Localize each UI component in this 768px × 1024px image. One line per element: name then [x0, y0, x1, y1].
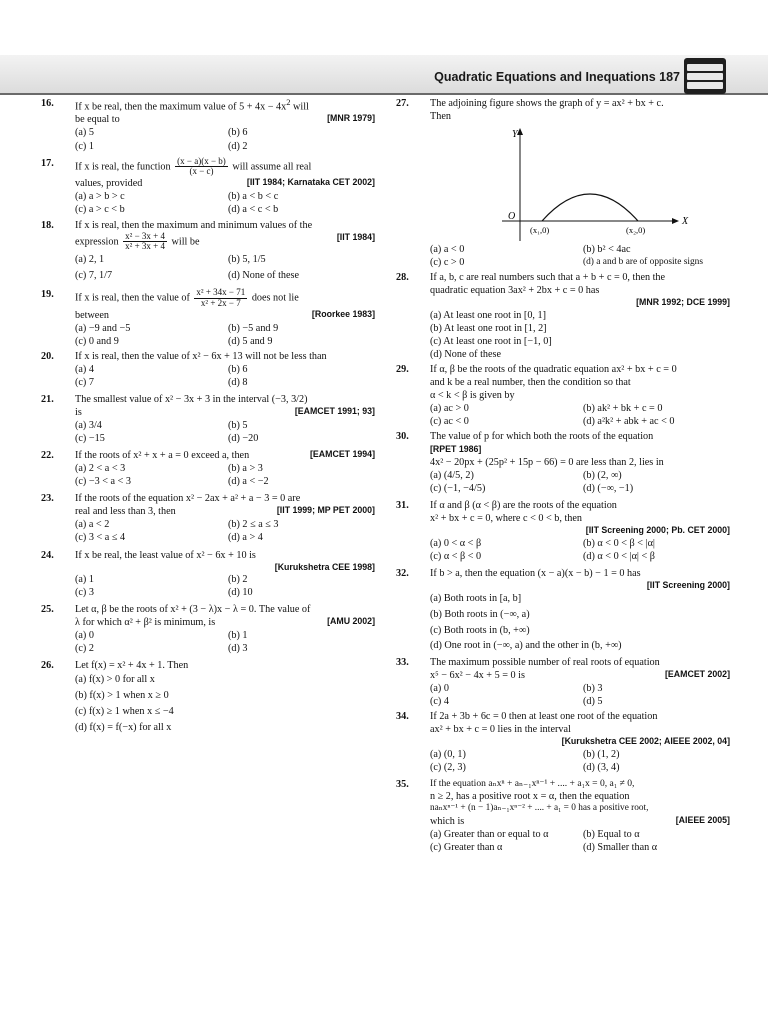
question-text-line: n ≥ 2, has a positive root x = α, then the equation: [430, 791, 630, 803]
question-text-line: x² + bx + c = 0, where c < 0 < b, then: [430, 513, 583, 525]
page-title: Quadratic Equations and Inequations 187: [434, 70, 680, 84]
question-22: [41, 449, 375, 488]
left-column: [41, 97, 375, 737]
option-b[interactable]: (b) b² < 4ac: [583, 244, 631, 256]
options: [75, 573, 375, 599]
question-30: [396, 430, 730, 495]
option-d[interactable]: (d) None of these: [430, 348, 502, 360]
option-a[interactable]: (a) 2, 1: [75, 254, 105, 266]
question-number: 26.: [41, 660, 54, 672]
option-b[interactable]: (b) 2: [228, 573, 248, 585]
option-c[interactable]: (c) 3: [75, 586, 94, 598]
x-axis-arrow: [672, 218, 679, 224]
origin-label: O: [508, 211, 516, 223]
parabola-curve: [542, 194, 638, 221]
option-d[interactable]: (d) One root in (−∞, a) and the other in (b, +∞): [430, 640, 622, 652]
source-tag: [Kurukshetra CEE 2002; AIEEE 2002, 04]: [561, 736, 730, 747]
option-d[interactable]: (d) (3, 4): [583, 761, 620, 773]
option-b[interactable]: (b) 6: [228, 363, 248, 375]
question-text: The value of p for which both the roots of the equation: [430, 430, 654, 442]
logo-line: [687, 82, 723, 89]
question-text: If x be real, the least value of x² − 6x + 10 is: [75, 549, 256, 561]
option-b[interactable]: (b) a < b < c: [228, 191, 279, 203]
question-text-line: real and less than 3, then [IIT 1999; MP PET 2000]: [75, 505, 375, 518]
option-c[interactable]: (c) 1: [75, 140, 94, 152]
source-tag: [EAMCET 2002]: [664, 669, 730, 680]
question-number: 20.: [41, 350, 54, 362]
options: [75, 190, 375, 216]
question-text-line: and k be a real number, then the condition so that: [430, 376, 631, 388]
option-b[interactable]: (b) (2, ∞): [583, 470, 622, 482]
question-number: 19.: [41, 288, 54, 300]
question-text-line: λ for which α² + β² is minimum, is [AMU 2002]: [75, 615, 375, 628]
options: [75, 322, 375, 348]
option-d[interactable]: (d) −20: [228, 433, 259, 445]
question-text: If x is real, then the value of x² − 6x + 13 will not be less than: [75, 350, 327, 362]
question-text: If the equation aₙxⁿ + aₙ₋₁xⁿ⁻¹ + .... + a₁x = 0, a₁ ≠ 0,: [430, 777, 635, 789]
root-1-label: (x₁,0): [530, 225, 550, 236]
option-d[interactable]: (d) 8: [228, 376, 248, 388]
options: [75, 419, 375, 445]
parabola-graph: [462, 125, 702, 243]
option-b[interactable]: (b) 5, 1/5: [228, 254, 266, 266]
option-b[interactable]: (b) α < 0 < β < |α|: [583, 537, 655, 549]
option-d[interactable]: (d) f(x) = f(−x) for all x: [75, 721, 172, 733]
question-text-line: values, provided [IIT 1984; Karnataka CET 2002]: [75, 177, 375, 190]
option-d[interactable]: (d) 2: [228, 140, 248, 152]
question-27: [396, 97, 730, 269]
option-c[interactable]: (c) f(x) ≥ 1 when x ≤ −4: [75, 705, 174, 717]
question-number: 25.: [41, 603, 54, 615]
question-text: If x is real, then the value of $\frac{\text{x² + 34x − 71}}{\text{x² + 2x − 7}}$ does not lie: [75, 286, 299, 308]
options: [430, 682, 730, 708]
option-c[interactable]: (c) (2, 3): [430, 761, 466, 773]
question-text: If the roots of the equation x² − 2ax + a² + a − 3 = 0 are: [75, 493, 301, 505]
publisher-logo: [684, 58, 726, 94]
question-number: 23.: [41, 493, 54, 505]
option-b[interactable]: (b) ak² + bk + c = 0: [583, 402, 663, 414]
option-c[interactable]: (c) 0 and 9: [75, 335, 119, 347]
option-d[interactable]: (d) a < −2: [228, 476, 269, 488]
question-text: If a, b, c are real numbers such that a + b + c = 0, then the: [430, 272, 666, 284]
option-d[interactable]: (d) None of these: [228, 270, 300, 282]
question-text: If x be real, then the maximum value of $5 + 4x - 4x^2$ will: [75, 97, 309, 113]
question-number: 29.: [396, 363, 409, 375]
option-b[interactable]: (b) f(x) > 1 when x ≥ 0: [75, 689, 169, 701]
question-number: 34.: [396, 711, 409, 723]
option-b[interactable]: (b) Equal to α: [583, 829, 640, 841]
option-d[interactable]: (d) 5: [583, 696, 603, 708]
question-text: If x is real, then the maximum and minimum values of the: [75, 219, 313, 231]
options: [75, 252, 375, 284]
option-c[interactable]: (c) −15: [75, 433, 105, 445]
source-tag: [RPET 1986]: [430, 444, 482, 454]
options: [75, 363, 375, 389]
option-b[interactable]: (b) 3: [583, 683, 603, 695]
source-tag: [MNR 1992; DCE 1999]: [636, 297, 730, 308]
option-d[interactable]: (d) 3: [228, 643, 248, 655]
option-b[interactable]: (b) At least one root in [1, 2]: [430, 322, 547, 334]
option-a[interactable]: (a) 0: [75, 630, 94, 642]
option-c[interactable]: (c) 7: [75, 376, 94, 388]
option-d[interactable]: (d) 5 and 9: [228, 335, 273, 347]
question-19: [41, 288, 375, 348]
question-32: [396, 567, 730, 655]
question-34: [396, 710, 730, 773]
option-a[interactable]: (a) Greater than or equal to α: [430, 829, 549, 841]
option-c[interactable]: (c) 3 < a ≤ 4: [75, 532, 126, 544]
source-tag: [AMU 2002]: [327, 615, 375, 626]
question-33: [396, 656, 730, 708]
option-b[interactable]: (b) 2 ≤ a ≤ 3: [228, 519, 279, 531]
option-b[interactable]: (b) 5: [228, 420, 248, 432]
question-number: 35.: [396, 778, 409, 790]
question-20: [41, 350, 375, 389]
question-text: If α and β (α < β) are the roots of the equation: [430, 500, 617, 512]
question-text-line: which is [AIEEE 2005]: [430, 815, 730, 827]
right-column: [396, 97, 730, 856]
option-b[interactable]: (b) (1, 2): [583, 748, 620, 760]
option-c[interactable]: (c) 2: [75, 643, 94, 655]
option-a[interactable]: (a) 5: [75, 127, 94, 139]
option-d[interactable]: (d) Smaller than α: [583, 842, 658, 854]
option-c[interactable]: (c) Greater than α: [430, 842, 503, 854]
source-tag: [MNR 1979]: [327, 113, 375, 124]
question-35: [396, 778, 730, 854]
question-25: [41, 603, 375, 655]
options: [430, 469, 730, 495]
question-text: If α, β be the roots of the quadratic equation ax² + bx + c = 0: [430, 363, 677, 375]
question-number: 27.: [396, 98, 409, 109]
question-text: If x is real, the function $\frac{(x - a)(x - b)}{(x - c)}$ will assume all real: [75, 155, 312, 177]
options: [75, 462, 375, 488]
question-text-line: between [Roorkee 1983]: [75, 308, 375, 321]
source-tag: [IIT 1984]: [336, 231, 375, 242]
question-text-line: x⁵ − 6x² − 4x + 5 = 0 is [EAMCET 2002]: [430, 669, 730, 682]
options: [430, 748, 730, 774]
option-d[interactable]: (d) 10: [228, 586, 253, 598]
question-number: 16.: [41, 98, 54, 109]
option-c[interactable]: (c) Both roots in (b, +∞): [430, 624, 530, 636]
question-text-line: α < k < β is given by: [430, 389, 515, 401]
source-tag: [IIT 1999; MP PET 2000]: [276, 505, 375, 516]
option-d[interactable]: (d) a²k² + abk + ac < 0: [583, 415, 675, 427]
option-a[interactable]: (a) At least one root in [0, 1]: [430, 309, 546, 321]
option-b[interactable]: (b) a > 3: [228, 463, 263, 475]
question-number: 28.: [396, 272, 409, 284]
y-axis-label: Y: [512, 129, 518, 141]
option-a[interactable]: (a) 0: [430, 683, 449, 695]
options: [430, 591, 730, 654]
question-17: [41, 157, 375, 217]
x-axis-label: X: [682, 216, 689, 228]
source-tag: [EAMCET 1994]: [309, 449, 375, 460]
question-18: [41, 219, 375, 284]
logo-line: [687, 73, 723, 80]
question-text-line: ax² + bx + c = 0 lies in the interval: [430, 724, 571, 736]
options: [430, 402, 730, 428]
option-d[interactable]: (d) a and b are of opposite signs: [583, 257, 704, 268]
option-c[interactable]: (c) (−1, −4/5): [430, 483, 486, 495]
option-d[interactable]: (d) α < 0 < |α| < β: [583, 550, 655, 562]
question-text: The maximum possible number of real roots of equation: [430, 657, 660, 669]
question-text: The smallest value of x² − 3x + 3 in the interval (−3, 3/2): [75, 394, 308, 406]
question-16: [41, 97, 375, 153]
logo-line: [687, 64, 723, 71]
option-a[interactable]: (a) a < 0: [430, 244, 465, 256]
option-d[interactable]: (d) a > 4: [228, 532, 263, 544]
source-tag: [IIT 1984; Karnataka CET 2002]: [246, 177, 375, 188]
fraction: $\frac{(x - a)(x - b)}{(x - c)}$: [177, 155, 226, 177]
question-number: 21.: [41, 394, 54, 406]
question-number: 24.: [41, 549, 54, 561]
options: [75, 126, 375, 152]
question-text: If b > a, then the equation (x − a)(x − b) − 1 = 0 has: [430, 567, 641, 579]
source-tag: [AIEEE 2005]: [675, 815, 730, 825]
question-number: 33.: [396, 657, 409, 669]
question-number: 22.: [41, 450, 54, 462]
question-text-line: Then: [430, 111, 451, 123]
option-a[interactable]: (a) 3/4: [75, 420, 102, 432]
question-24: [41, 549, 375, 599]
option-c[interactable]: (c) 4: [430, 696, 449, 708]
option-b[interactable]: (b) 1: [228, 630, 248, 642]
question-text: Let f(x) = x² + 4x + 1. Then: [75, 660, 189, 672]
option-a[interactable]: (a) −9 and −5: [75, 322, 131, 334]
question-text: The adjoining figure shows the graph of y = ax² + bx + c.: [430, 98, 664, 109]
question-number: 18.: [41, 219, 54, 231]
option-a[interactable]: (a) 0 < α < β: [430, 537, 482, 549]
option-a[interactable]: (a) Both roots in [a, b]: [430, 592, 522, 604]
option-b[interactable]: (b) Both roots in (−∞, a): [430, 608, 530, 620]
option-c[interactable]: (c) c > 0: [430, 257, 465, 269]
option-c[interactable]: (c) α < β < 0: [430, 550, 482, 562]
question-number: 30.: [396, 430, 409, 442]
options: [75, 672, 375, 735]
option-a[interactable]: (a) 2 < a < 3: [75, 463, 126, 475]
question-text-line: be equal to [MNR 1979]: [75, 113, 375, 126]
question-23: [41, 492, 375, 544]
options: [430, 309, 730, 361]
question-text-line: 4x² − 20px + (25p² + 15p − 66) = 0 are less than 2, lies in: [430, 457, 664, 469]
question-21: [41, 393, 375, 445]
root-2-label: (x₂,0): [626, 225, 646, 236]
fraction: $\frac{\text{x² − 3x + 4}}{\text{x² + 3x + 4}}$: [125, 230, 165, 252]
options: [430, 828, 730, 854]
source-tag: [EAMCET 1991; 93]: [294, 406, 375, 417]
source-tag: [IIT Screening 2000]: [646, 579, 730, 590]
options: [430, 537, 730, 563]
question-text-line: expression $\frac{\text{x² − 3x + 4}}{\text{x² + 3x + 4}}$ will be [IIT 1984]: [75, 230, 375, 252]
option-c[interactable]: (c) a > c < b: [75, 204, 125, 216]
question-number: 31.: [396, 500, 409, 512]
option-c[interactable]: (c) 7, 1/7: [75, 270, 113, 282]
option-c[interactable]: (c) −3 < a < 3: [75, 476, 131, 488]
source-tag: [Roorkee 1983]: [311, 308, 375, 319]
question-text: Let α, β be the roots of x² + (3 − λ)x − λ = 0. The value of: [75, 603, 311, 615]
question-number: 32.: [396, 567, 409, 579]
option-a[interactable]: (a) 1: [75, 573, 94, 585]
y-axis-arrow: [517, 128, 523, 135]
option-a[interactable]: (a) f(x) > 0 for all x: [75, 674, 155, 686]
option-d[interactable]: (d) (−∞, −1): [583, 483, 634, 495]
options: [75, 629, 375, 655]
question-31: [396, 499, 730, 562]
option-a[interactable]: (a) (0, 1): [430, 748, 466, 760]
option-b[interactable]: (b) 6: [228, 127, 248, 139]
option-a[interactable]: (a) (4/5, 2): [430, 470, 474, 482]
option-d[interactable]: (d) a < c < b: [228, 204, 279, 216]
question-text-line: naₙxⁿ⁻¹ + (n − 1)aₙ₋₁xⁿ⁻² + .... + a₁ = 0 has a positive root,: [430, 803, 649, 814]
question-text-line: [430, 443, 730, 456]
question-26: [41, 659, 375, 735]
question-28: [396, 271, 730, 361]
option-a[interactable]: (a) a > b > c: [75, 191, 125, 203]
question-29: [396, 363, 730, 428]
option-a[interactable]: (a) ac > 0: [430, 402, 469, 414]
option-c[interactable]: (c) ac < 0: [430, 415, 469, 427]
option-b[interactable]: (b) −5 and 9: [228, 322, 279, 334]
options: [75, 518, 375, 544]
question-text: If the roots of x² + x + a = 0 exceed a, then [EAMCET 1994]: [75, 449, 375, 462]
fraction: $\frac{\text{x² + 34x − 71}}{\text{x² + 2x − 7}}$: [196, 286, 246, 308]
question-number: 17.: [41, 157, 54, 169]
source-tag: [IIT Screening 2000; Pb. CET 2000]: [585, 525, 730, 536]
question-text-line: is [EAMCET 1991; 93]: [75, 406, 375, 419]
option-a[interactable]: (a) 4: [75, 363, 94, 375]
option-a[interactable]: (a) a < 2: [75, 519, 110, 531]
options: [430, 243, 730, 269]
source-tag: [Kurukshetra CEE 1998]: [274, 561, 375, 572]
question-text-line: quadratic equation 3ax² + 2bx + c = 0 has: [430, 285, 600, 297]
option-c[interactable]: (c) At least one root in [−1, 0]: [430, 335, 552, 347]
question-text: If 2a + 3b + 6c = 0 then at least one root of the equation: [430, 711, 658, 723]
